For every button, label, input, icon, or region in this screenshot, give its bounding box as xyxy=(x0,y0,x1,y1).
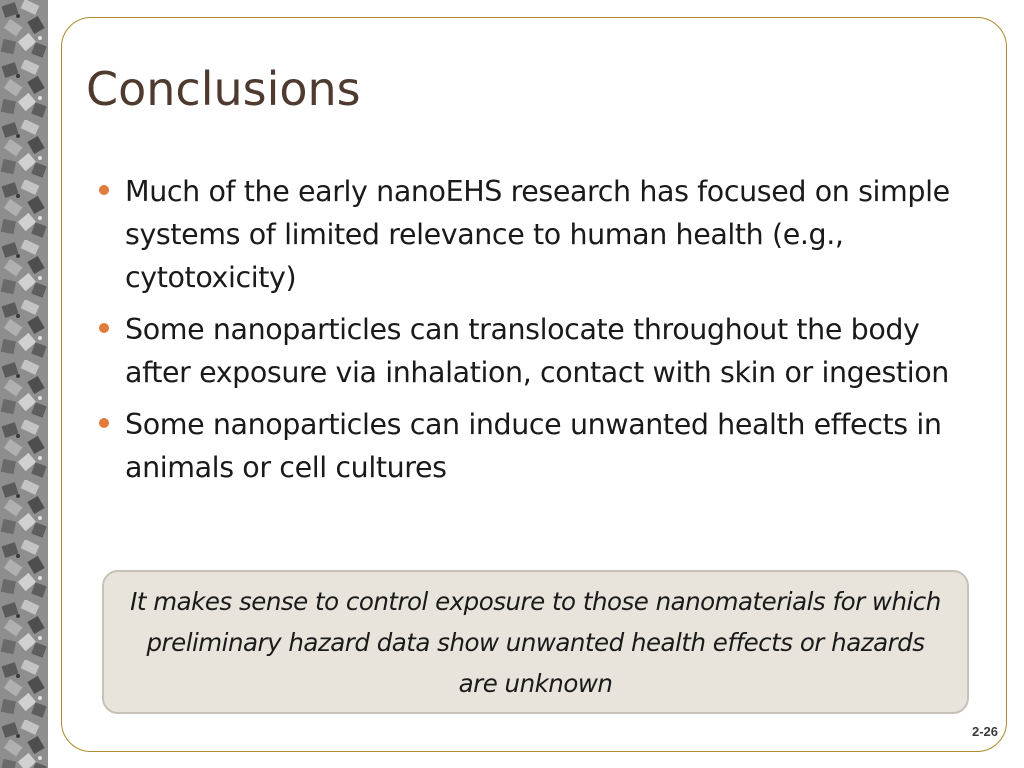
bullet-item xyxy=(96,403,976,489)
bullet-marker-icon xyxy=(99,185,109,195)
decorative-texture-strip xyxy=(0,0,48,768)
bullet-text: Some nanoparticles can translocate throughout the body after exposure via inhalation, contact with skin or ingestion xyxy=(125,313,949,389)
bullet-text: Much of the early nanoEHS research has focused on simple systems of limited relevance to human health (e.g., cytotoxicity) xyxy=(125,175,950,294)
bullet-list xyxy=(96,170,976,498)
slide-title: Conclusions xyxy=(86,62,361,116)
callout-text: It makes sense to control exposure to those nanomaterials for which preliminary hazard data show unwanted health effects or hazards are unknown xyxy=(130,586,941,698)
bullet-marker-icon xyxy=(99,323,109,333)
bullet-text: Some nanoparticles can induce unwanted health effects in animals or cell cultures xyxy=(125,408,942,484)
bullet-item xyxy=(96,308,976,394)
callout-box xyxy=(102,570,969,714)
bullet-marker-icon xyxy=(99,418,109,428)
bullet-item xyxy=(96,170,976,299)
slide-number: 2-26 xyxy=(971,724,998,739)
